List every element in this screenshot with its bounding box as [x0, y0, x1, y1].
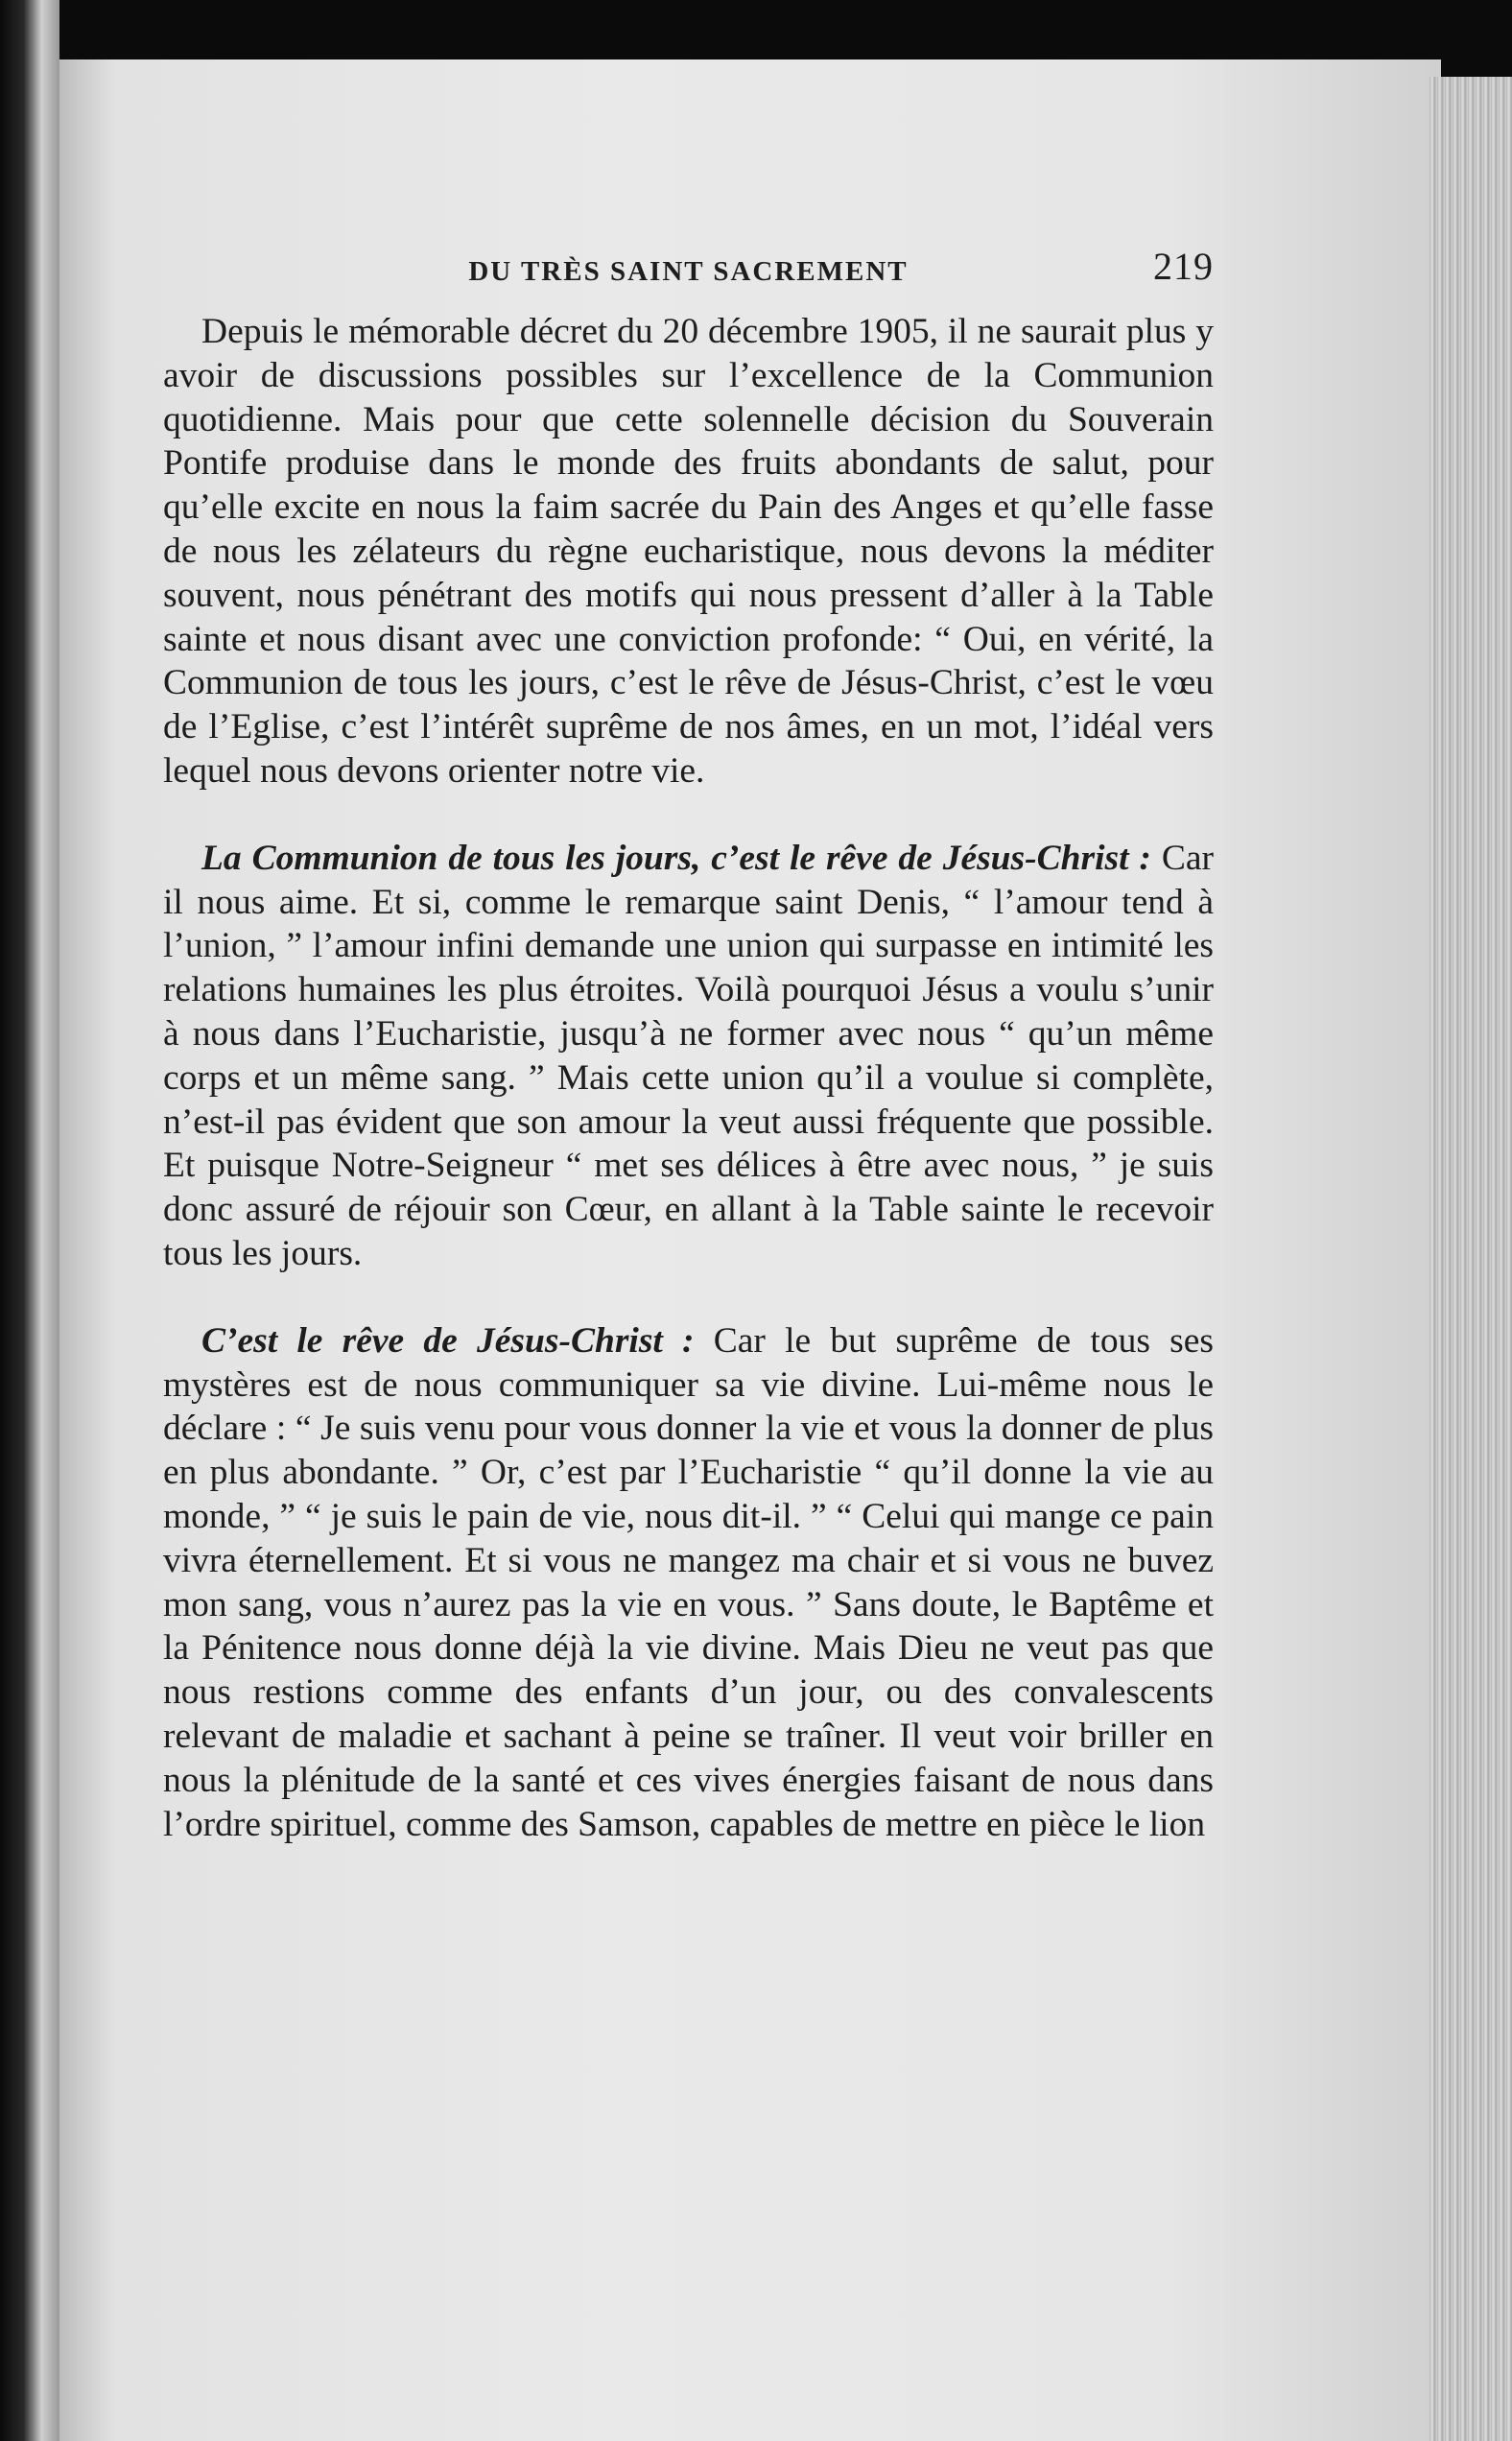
page-edges-right	[1429, 77, 1512, 2441]
page-text	[163, 245, 1214, 1846]
page-number: 219	[1153, 245, 1214, 288]
book-gutter-left	[0, 0, 59, 2441]
paragraph-lead: C’est le rêve de Jésus-Christ :	[201, 1320, 695, 1361]
paragraph-lead: La Communion de tous les jours, c’est le rêve de Jésus-Christ :	[201, 838, 1151, 878]
running-head-title: DU TRÈS SAINT SACREMENT	[468, 256, 909, 287]
running-head	[163, 245, 1214, 295]
paragraph-intro	[163, 310, 1214, 794]
paragraph-body: Car le but suprême de tous ses mystères est de nous communiquer sa vie divine. Lui-même nous le déclare : “ Je suis venu pour vous donner la vie et vous la donner de plus en plus abondante. ” Or, c’est par l’Eucharistie “ qu’il donne la vie au monde, ” “ je suis le pain de vie, nous dit-il. ” “ Celui qui mange ce pain vivra éternellement. Et si vous ne mangez ma chair et si vous ne buvez mon sang, vous n’aurez pas la vie en vous. ” Sans doute, le Baptême et la Pénitence nous donne déjà la vie divine. Mais Dieu ne veut pas que nous restions comme des enfants d’un jour, ou des convalescents relevant de maladie et sachant à peine se traîner. Il veut voir briller en nous la plénitude de la santé et ces vives énergies faisant de nous dans l’ordre spirituel, comme des Samson, capables de mettre en pièce le lion	[163, 1320, 1214, 1844]
paragraph-body: Car il nous aime. Et si, comme le remarque saint Denis, “ l’amour tend à l’union, ” l’amour infini demande une union qui surpasse en intimité les relations humaines les plus étroites. Voilà pourquoi Jésus a voulu s’unir à nous dans l’Eucharistie, jusqu’à ne former avec nous “ qu’un même corps et un même sang. ” Mais cette union qu’il a voulue si complète, n’est-il pas évident que son amour la veut aussi fréquente que possible. Et puisque Notre-Seigneur “ met ses délices à être avec nous, ” je suis donc assuré de réjouir son Cœur, en allant à la Table sainte le recevoir tous les jours.	[163, 838, 1214, 1273]
paragraph-love	[163, 837, 1214, 1276]
paragraph-divine-life	[163, 1319, 1214, 1847]
paragraph-body: Depuis le mémorable décret du 20 décembre 1905, il ne saurait plus y avoir de discussions possibles sur l’excellence de la Communion quotidienne. Mais pour que cette solennelle décision du Souverain Pontife produise dans le monde des fruits abondants de salut, pour qu’elle excite en nous la faim sacrée du Pain des Anges et qu’elle fasse de nous les zélateurs du règne eucharistique, nous devons la méditer souvent, nous pénétrant des motifs qui nous pressent d’aller à la Table sainte et nous disant avec une conviction profonde: “ Oui, en vérité, la Communion de tous les jours, c’est le rêve de Jésus-Christ, c’est le vœu de l’Eglise, c’est l’intérêt suprême de nos âmes, en un mot, l’idéal vers lequel nous devons orienter notre vie.	[163, 312, 1214, 791]
